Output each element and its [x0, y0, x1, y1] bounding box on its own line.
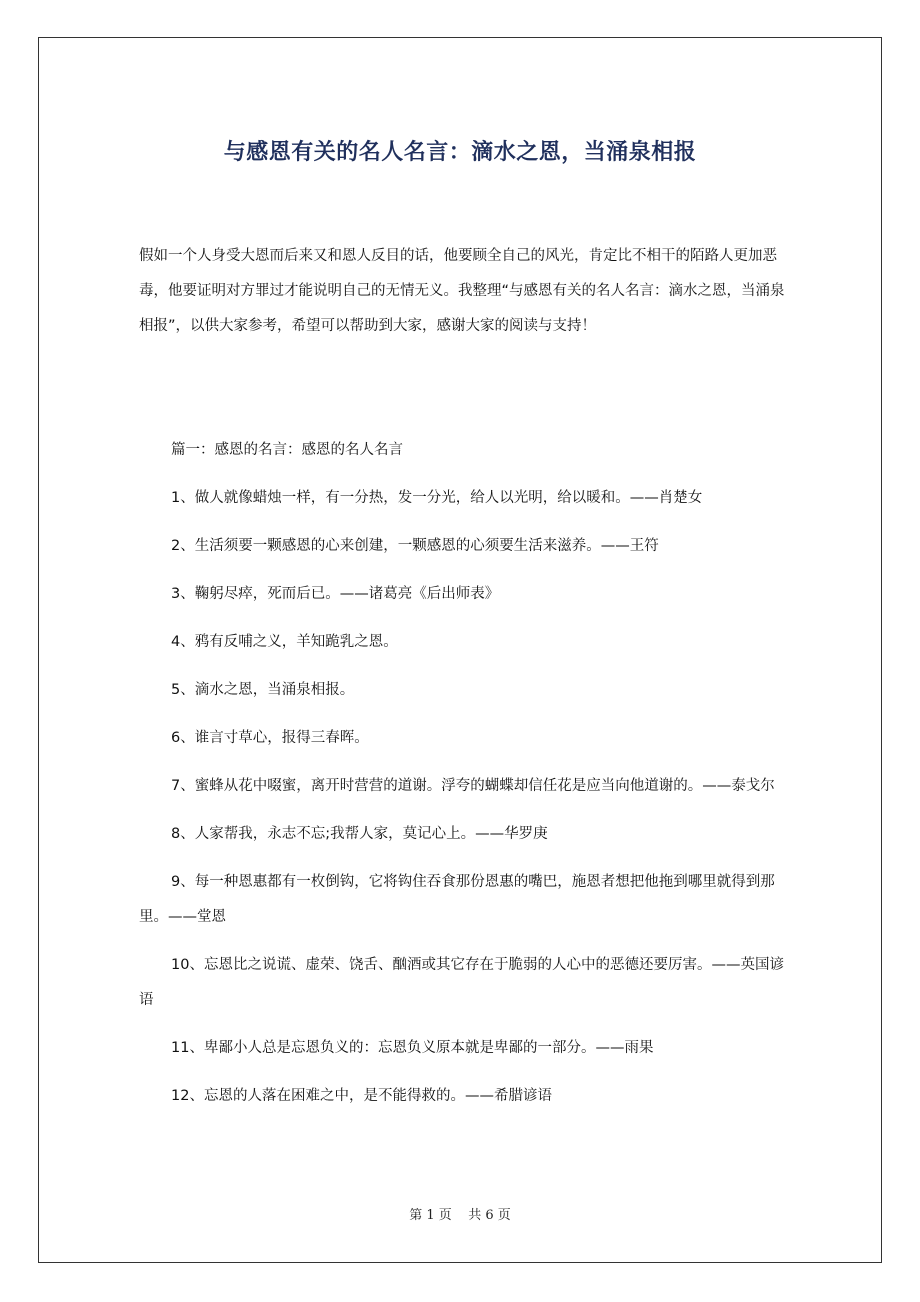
section-heading: 篇一：感恩的名言：感恩的名人名言 — [171, 442, 403, 458]
quote-item: 1、做人就像蜡烛一样，有一分热，发一分光，给人以光明，给以暖和。——肖楚女 — [171, 490, 703, 506]
quote-item: 7、蜜蜂从花中啜蜜，离开时营营的道谢。浮夸的蝴蝶却信任花是应当向他道谢的。——泰戈尔 — [171, 778, 775, 794]
quote-item: 4、鸦有反哺之义，羊知跪乳之恩。 — [171, 634, 398, 650]
page-total: 共 6 页 — [468, 1208, 511, 1223]
quote-item: 11、卑鄙小人总是忘恩负义的：忘恩负义原本就是卑鄙的一部分。——雨果 — [171, 1040, 654, 1056]
quote-item: 12、忘恩的人落在困难之中，是不能得救的。——希腊谚语 — [171, 1088, 552, 1104]
quote-item: 9、每一种恩惠都有一枚倒钩，它将钩住吞食那份恩惠的嘴巴，施恩者想把他拖到哪里就得到那里。——堂恩 — [139, 874, 775, 925]
quote-item: 10、忘恩比之说谎、虚荣、饶舌、酗酒或其它存在于脆弱的人心中的恶德还要厉害。——英国谚语 — [139, 957, 784, 1008]
quote-item: 8、人家帮我，永志不忘;我帮人家，莫记心上。——华罗庚 — [171, 826, 548, 842]
quote-item: 3、鞠躬尽瘁，死而后已。——诸葛亮《后出师表》 — [171, 586, 500, 602]
quote-item: 6、谁言寸草心，报得三春晖。 — [171, 730, 369, 746]
intro-paragraph — [139, 239, 785, 344]
quote-item: 5、滴水之恩，当涌泉相报。 — [171, 682, 355, 698]
document-title: 与感恩有关的名人名言：滴水之恩，当涌泉相报 — [223, 139, 697, 165]
page-footer — [38, 1205, 882, 1227]
intro-text: 假如一个人身受大恩而后来又和恩人反目的话，他要顾全自己的风光，肯定比不相干的陌路人更加恶毒，他要证明对方罪过才能说明自己的无情无义。我整理“与感恩有关的名人名言：滴水之恩，当涌泉相报”，以供大家参考，希望可以帮助到大家，感谢大家的阅读与支持！ — [139, 248, 785, 334]
quotes-section — [139, 433, 785, 1127]
page-number: 第 1 页 — [409, 1208, 452, 1223]
quote-item: 2、生活须要一颗感恩的心来创建，一颗感恩的心须要生活来滋养。——王符 — [171, 538, 659, 554]
